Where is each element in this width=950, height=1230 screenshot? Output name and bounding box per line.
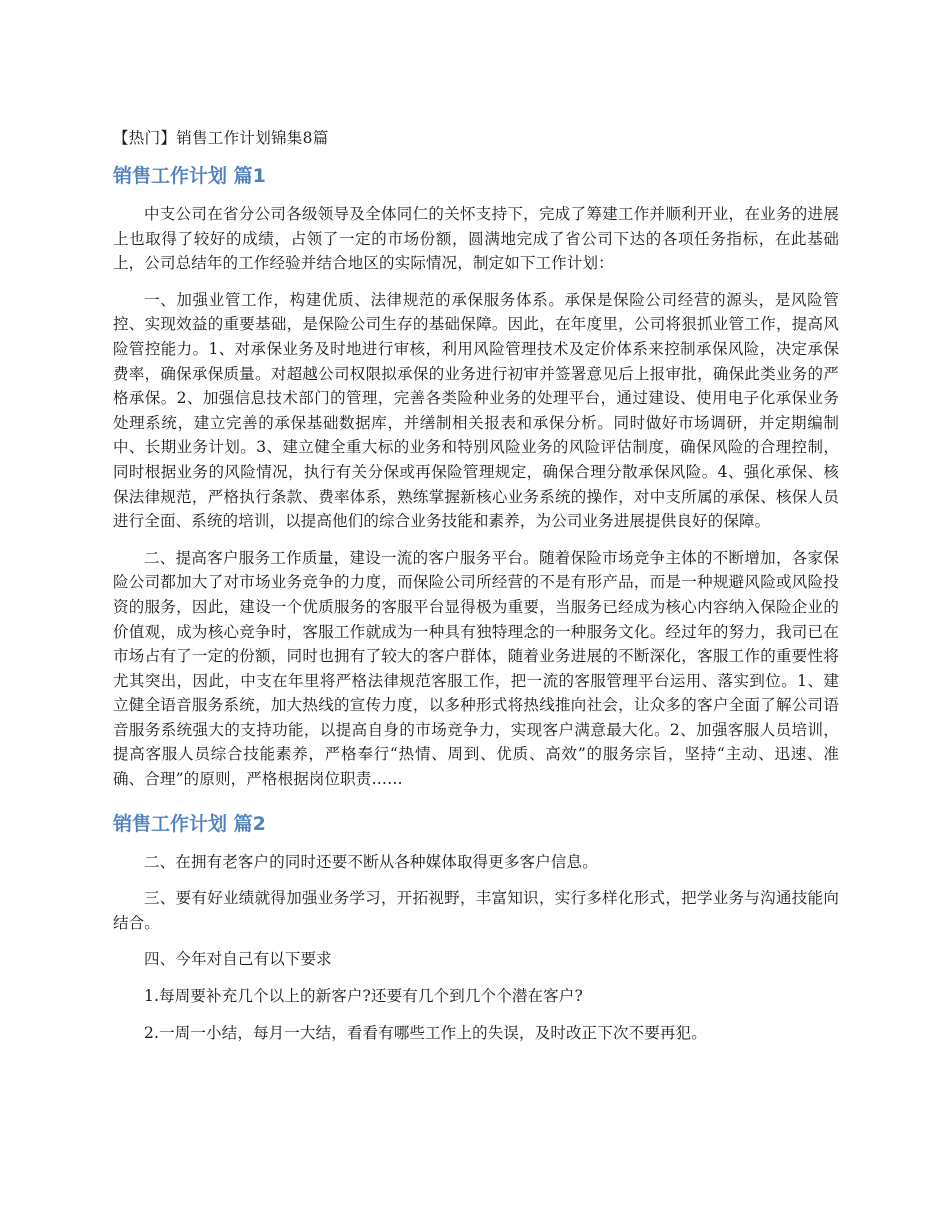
- section-2-paragraph-5: 2.一周一小结，每月一大结，看看有哪些工作上的失误，及时改正下次不要再犯。: [144, 1023, 707, 1042]
- section-2: [113, 811, 839, 1046]
- section-1-paragraph-1: 中支公司在省分公司各级领导及全体同仁的关怀支持下，完成了筹建工作并顺利开业，在业务的进展上也取得了较好的成绩，占领了一定的市场份额，圆满地完成了省公司下达的各项任务指标，在此基础上，公司总结年的工作经验并结合地区的实际情况，制定如下工作计划：: [113, 205, 839, 273]
- section-2-paragraph-4: 1.每周要补充几个以上的新客户?还要有几个到几个个潜在客户?: [144, 987, 583, 1006]
- document-title: 【热门】销售工作计划锦集8篇: [113, 129, 329, 147]
- section-2-paragraph-1: 二、在拥有老客户的同时还要不断从各种媒体取得更多客户信息。: [144, 852, 598, 871]
- section-1: [113, 163, 839, 792]
- section-2-paragraph-3: 四、今年对自己有以下要求: [144, 950, 332, 969]
- section-2-heading: 销售工作计划 篇2: [113, 812, 266, 835]
- document-page: [113, 127, 839, 1057]
- section-1-paragraph-2: 一、加强业管工作，构建优质、法律规范的承保服务体系。承保是保险公司经营的源头，是风险管控、实现效益的重要基础，是保险公司生存的基础保障。因此，在年度里，公司将狠抓业管工作，提高风险管控能力。1、对承保业务及时地进行审核，利用风险管理技术及定价体系来控制承保风险，决定承保费率，确保承保质量。对超越公司权限拟承保的业务进行初审并签署意见后上报审批，确保此类业务的严格承保。2、加强信息技术部门的管理，完善各类险种业务的处理平台，通过建设、使用电子化承保业务处理系统，建立完善的承保基础数据库，并缮制相关报表和承保分析。同时做好市场调研，并定期编制中、长期业务计划。3、建立健全重大标的业务和特别风险业务的风险评估制度，确保风险的合理控制，同时根据业务的风险情况，执行有关分保或再保险管理规定，确保合理分散承保风险。4、强化承保、核保法律规范，严格执行条款、费率体系，熟练掌握新核心业务系统的操作，对中支所属的承保、核保人员进行全面、系统的培训，以提高他们的综合业务技能和素养，为公司业务进展提供良好的保障。: [113, 290, 839, 531]
- section-1-heading: 销售工作计划 篇1: [113, 165, 266, 187]
- section-1-paragraph-3: 二、提高客户服务工作质量，建设一流的客户服务平台。随着保险市场竞争主体的不断增加，各家保险公司都加大了对市场业务竞争的力度，而保险公司所经营的不是有形产品，而是一种规避风险或风险投资的服务，因此，建设一个优质服务的客服平台显得极为重要，当服务已经成为核心内容纳入保险企业的价值观，成为核心竞争时，客服工作就成为一种具有独特理念的一种服务文化。经过年的努力，我司已在市场占有了一定的份额，同时也拥有了较大的客户群体，随着业务进展的不断深化，客服工作的重要性将尤其突出，因此，中支在年里将严格法律规范客服工作，把一流的客服管理平台运用、落实到位。1、建立健全语音服务系统，加大热线的宣传力度，以多种形式将热线推向社会，让众多的客户全面了解公司语音服务系统强大的支持功能，以提高自身的市场竞争力，实现客户满意最大化。2、加强客服人员培训，提高客服人员综合技能素养，严格奉行“热情、周到、优质、高效”的服务宗旨，坚持“主动、迅速、准确、合理”的原则，严格根据岗位职责……: [113, 548, 839, 789]
- section-2-paragraph-2: 三、要有好业绩就得加强业务学习，开拓视野，丰富知识，实行多样化形式，把学业务与沟通技能向结合。: [113, 889, 839, 932]
